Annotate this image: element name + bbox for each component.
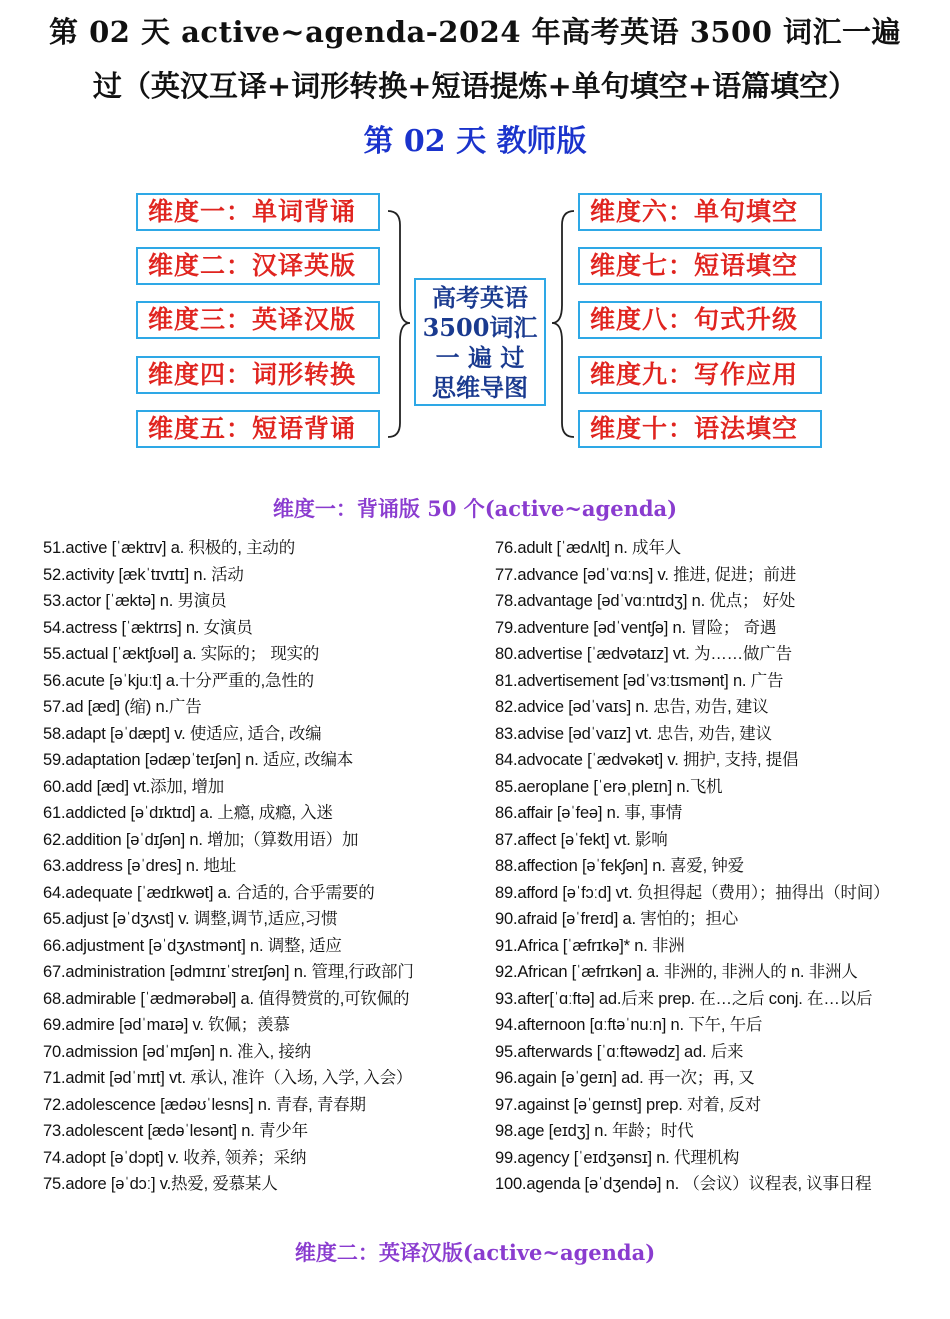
dimension-box-4: 维度四：词形转换	[136, 356, 380, 394]
vocab-item: 79.adventure [ədˈventʃə] n. 冒险； 奇遇	[495, 618, 777, 637]
vocab-item: 99.agency [ˈeɪdʒənsɪ] n. 代理机构	[495, 1148, 740, 1167]
vocab-item: 83.advise [ədˈvaɪz] vt. 忠告, 劝告, 建议	[495, 724, 772, 743]
vocab-item: 78.advantage [ədˈvɑːntɪdʒ] n. 优点； 好处	[495, 592, 796, 610]
dimension-box-9: 维度九：写作应用	[578, 356, 822, 394]
vocab-item: 97.against [əˈɡeɪnst] prep. 对着, 反对	[495, 1095, 761, 1114]
vocab-item: 54.actress [ˈæktrɪs] n. 女演员	[43, 618, 253, 637]
mind-map-center	[414, 278, 546, 406]
vocab-item: 61.addicted [əˈdɪktɪd] a. 上瘾, 成瘾, 入迷	[43, 804, 333, 822]
vocab-item: 86.affair [əˈfeə] n. 事, 事情	[495, 804, 683, 822]
vocab-item: 66.adjustment [əˈdʒʌstmənt] n. 调整, 适应	[43, 936, 342, 955]
vocab-item: 63.address [əˈdres] n. 地址	[43, 857, 237, 875]
vocab-item: 71.admit [ədˈmɪt] vt. 承认, 准许（入场, 入学, 入会）	[43, 1069, 413, 1087]
dimension-box-7: 维度七：短语填空	[578, 247, 822, 285]
center-line-3: 一 遍 过	[435, 343, 525, 372]
dimension-box-6: 维度六：单句填空	[578, 193, 822, 231]
vocab-item: 57.ad [æd] (缩) n.广告	[43, 698, 202, 716]
dimension-box-1: 维度一：单词背诵	[136, 193, 380, 231]
center-line-2: 3500词汇	[422, 313, 538, 342]
vocab-item: 59.adaptation [ədæpˈteɪʃən] n. 适应, 改编本	[43, 751, 354, 769]
vocab-item: 55.actual [ˈæktʃʊəl] a. 实际的； 现实的	[43, 645, 320, 663]
page-title-line-2: 过（英汉互译+词形转换+短语提炼+单句填空+语篇填空）	[92, 69, 858, 103]
vocab-item: 75.adore [əˈdɔː] v.热爱, 爱慕某人	[43, 1175, 278, 1193]
vocab-item: 89.afford [əˈfɔːd] vt. 负担得起（费用）；抽得出（时间）	[495, 883, 890, 902]
vocab-item: 100.agenda [əˈdʒendə] n. （会议）议程表, 议事日程	[495, 1175, 872, 1193]
vocab-item: 96.again [əˈɡeɪn] ad. 再一次；再, 又	[495, 1069, 755, 1087]
page-title-line-1: 第 02 天 active~agenda-2024 年高考英语 3500 词汇一遍	[48, 15, 902, 49]
dimension-box-3: 维度三：英译汉版	[136, 301, 380, 339]
vocab-item: 90.afraid [əˈfreɪd] a. 害怕的；担心	[495, 910, 739, 928]
center-line-4: 思维导图	[432, 373, 528, 402]
vocab-list-left	[43, 535, 414, 1198]
vocab-item: 91.Africa [ˈæfrɪkə]* n. 非洲	[495, 936, 685, 955]
dimension-box-10: 维度十：语法填空	[578, 410, 822, 448]
vocab-item: 80.advertise [ˈædvətaɪz] vt. 为……做广告	[495, 645, 792, 663]
vocab-item: 82.advice [ədˈvaɪs] n. 忠告, 劝告, 建议	[495, 698, 769, 716]
dimension-box-2: 维度二：汉译英版	[136, 247, 380, 285]
vocab-item: 87.affect [əˈfekt] vt. 影响	[495, 830, 668, 849]
right-brace-icon	[550, 205, 576, 445]
vocab-item: 67.administration [ədmɪnɪˈstreɪʃən] n. 管理,行政部门	[43, 963, 414, 981]
left-brace-icon	[386, 205, 412, 445]
vocab-item: 74.adopt [əˈdɔpt] v. 收养, 领养；采纳	[43, 1148, 307, 1167]
vocab-item: 94.afternoon [ɑːftəˈnuːn] n. 下午, 午后	[495, 1016, 763, 1034]
vocab-item: 88.affection [əˈfekʃən] n. 喜爱, 钟爱	[495, 857, 744, 875]
vocab-item: 73.adolescent [ædəˈlesənt] n. 青少年	[43, 1122, 308, 1140]
vocab-item: 53.actor [ˈæktə] n. 男演员	[43, 592, 227, 610]
vocab-item: 64.adequate [ˈædɪkwət] a. 合适的, 合乎需要的	[43, 883, 375, 902]
vocab-item: 72.adolescence [ædəʊˈlesns] n. 青春, 青春期	[43, 1095, 366, 1114]
vocab-item: 65.adjust [əˈdʒʌst] v. 调整,调节,适应,习惯	[43, 910, 338, 928]
center-line-1: 高考英语	[432, 283, 528, 312]
vocab-item: 51.active [ˈæktɪv] a. 积极的, 主动的	[43, 539, 296, 557]
vocab-item: 62.addition [əˈdɪʃən] n. 增加;（算数用语）加	[43, 830, 359, 849]
vocab-item: 95.afterwards [ˈɑːftəwədz] ad. 后来	[495, 1042, 744, 1061]
section-heading-dimension-2: 维度二：英译汉版(active~agenda)	[294, 1240, 656, 1265]
vocab-item: 98.age [eɪdʒ] n. 年龄；时代	[495, 1122, 694, 1140]
vocab-item: 68.admirable [ˈædmərəbəl] a. 值得赞赏的,可钦佩的	[43, 989, 410, 1008]
vocab-item: 60.add [æd] vt.添加, 增加	[43, 777, 225, 796]
vocab-item: 81.advertisement [ədˈvɜːtɪsmənt] n. 广告	[495, 671, 784, 690]
vocab-item: 70.admission [ədˈmɪʃən] n. 准入, 接纳	[43, 1042, 311, 1061]
vocab-item: 77.advance [ədˈvɑːns] v. 推进, 促进；前进	[495, 565, 797, 584]
vocab-item: 93.after[ˈɑːftə] ad.后来 prep. 在…之后 conj. 在…以后	[495, 989, 873, 1008]
vocab-item: 76.adult [ˈædʌlt] n. 成年人	[495, 539, 681, 557]
vocab-item: 85.aeroplane [ˈerəˌpleɪn] n.飞机	[495, 777, 723, 796]
dimension-box-5: 维度五：短语背诵	[136, 410, 380, 448]
vocab-item: 58.adapt [əˈdæpt] v. 使适应, 适合, 改编	[43, 724, 322, 743]
vocab-item: 84.advocate [ˈædvəkət] v. 拥护, 支持, 提倡	[495, 751, 799, 769]
section-heading-dimension-1: 维度一：背诵版 50 个(active~agenda)	[272, 496, 678, 521]
dimension-box-8: 维度八：句式升级	[578, 301, 822, 339]
vocab-item: 52.activity [ækˈtɪvɪtɪ] n. 活动	[43, 565, 244, 584]
vocab-list-right	[495, 535, 889, 1198]
vocab-item: 56.acute [əˈkjuːt] a.十分严重的,急性的	[43, 671, 314, 690]
page-subtitle: 第 02 天 教师版	[363, 124, 587, 159]
vocab-item: 92.African [ˈæfrɪkən] a. 非洲的, 非洲人的 n. 非洲人	[495, 963, 858, 981]
vocab-item: 69.admire [ədˈmaɪə] v. 钦佩；羡慕	[43, 1016, 290, 1034]
